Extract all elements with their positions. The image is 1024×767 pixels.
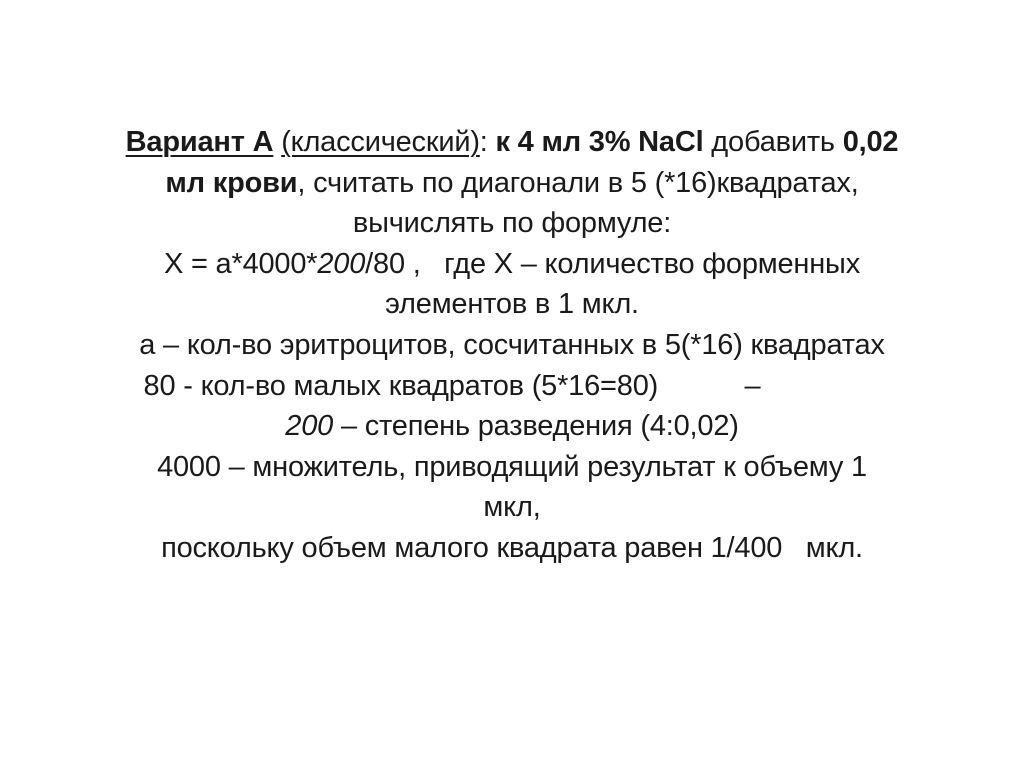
blood-amount: 0,02 — [842, 126, 899, 158]
blood-unit: мл крови — [165, 166, 298, 199]
line-square-volume: поскольку объем малого квадрата равен 1/400 мкл. — [161, 531, 863, 564]
dilution-value: 200 — [285, 410, 334, 443]
formula-start: Х = а*4000* — [163, 247, 318, 280]
line-formula-intro: вычислять по формуле: — [352, 207, 672, 240]
formula-end: /80 , где Х – количество форменных — [365, 247, 861, 280]
classic-label: (классический) — [281, 126, 480, 158]
line-small-squares: 80 - кол-во малых квадратов (5*16=80) – — [143, 369, 761, 402]
colon-text: : — [479, 126, 496, 158]
line-blood — [60, 163, 964, 204]
line-dilution — [60, 406, 964, 447]
dilution-text: – степень разведения (4:0,02) — [333, 410, 739, 443]
line-formula — [60, 244, 964, 285]
variant-label: Вариант А — [125, 126, 274, 158]
line-elements: элементов в 1 мкл. — [385, 288, 639, 321]
slide-text-block — [60, 122, 964, 569]
diagonal-text: , считать по диагонали в 5 (*16)квадратах, — [297, 166, 859, 199]
line-erythrocytes: а – кол-во эритроцитов, сосчитанных в 5(*16) квадратах — [139, 328, 885, 361]
add-text: добавить — [703, 126, 843, 158]
line-variant — [60, 122, 964, 163]
line-mkl: мкл, — [483, 491, 541, 524]
line-multiplier: 4000 – множитель, приводящий результат к объему 1 — [157, 450, 867, 483]
nacl-volume: к 4 мл 3% NaCl — [495, 126, 704, 158]
formula-dilution: 200 — [317, 247, 366, 280]
